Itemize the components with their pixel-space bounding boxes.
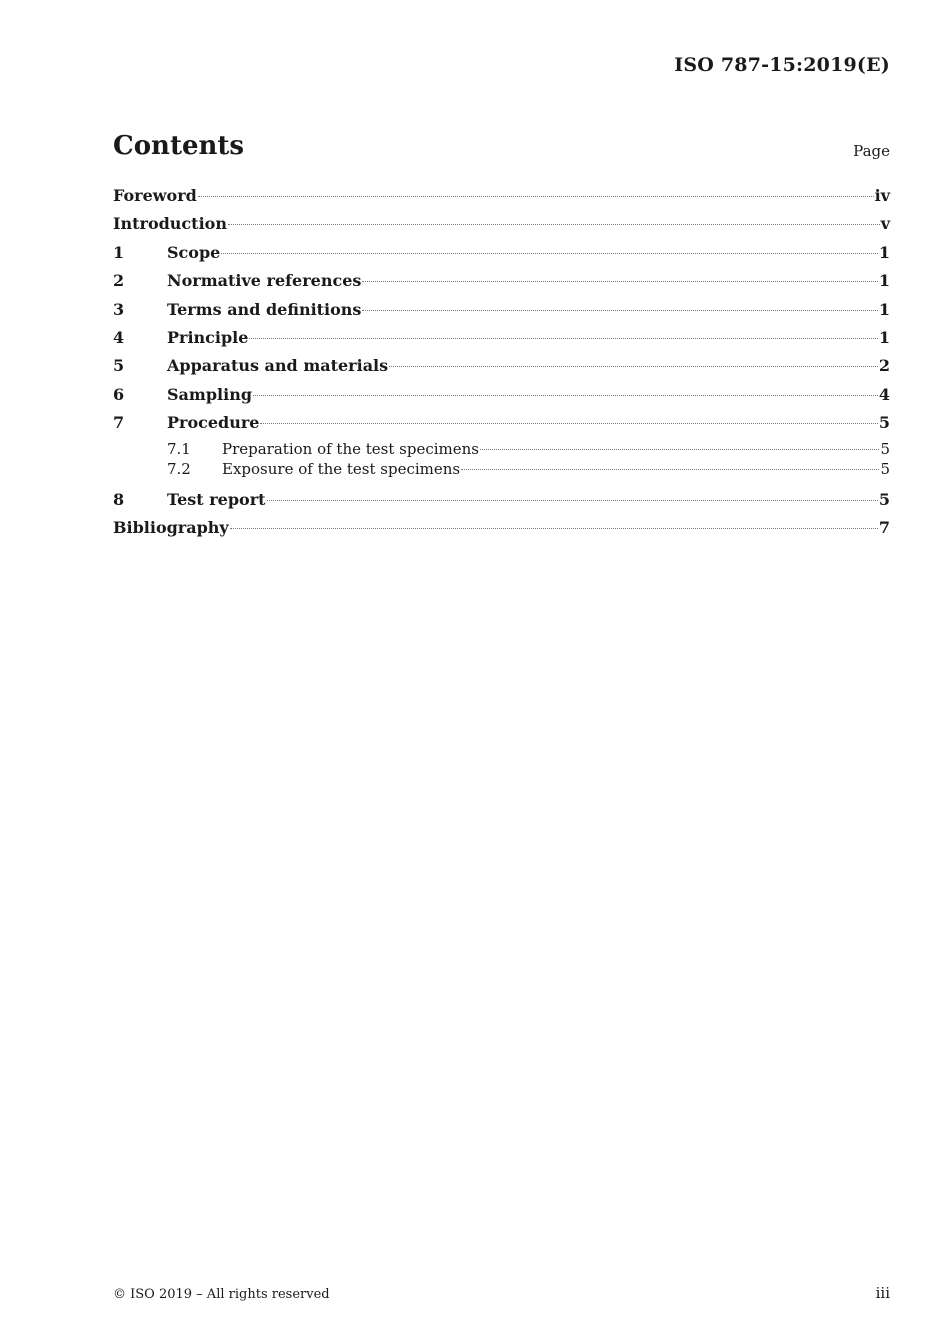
toc-entry[interactable] (113, 184, 890, 212)
toc-entry-title: Terms and definitions (167, 299, 362, 319)
toc-entry-page: iv (874, 186, 890, 205)
toc-dot-leader (260, 422, 877, 424)
toc-entry-page: 5 (878, 413, 890, 433)
toc-entry-page: v (880, 214, 890, 234)
toc-entry-page: 1 (878, 299, 890, 319)
toc-entry[interactable] (113, 460, 890, 480)
toc-entry-number: 8 (113, 489, 125, 509)
toc-entry-page: 5 (880, 459, 890, 478)
toc-dot-leader (267, 499, 878, 501)
toc-entry-title: Principle (167, 327, 249, 347)
toc-entry-number: 1 (113, 242, 125, 262)
toc-entry-title: Scope (167, 242, 221, 262)
toc-entry[interactable] (113, 383, 890, 411)
toc-entry[interactable] (113, 326, 890, 354)
toc-entry[interactable] (113, 488, 890, 516)
table-of-contents (113, 184, 890, 544)
toc-entry-title: Bibliography (113, 517, 229, 537)
toc-entry-title: Foreword (113, 186, 197, 205)
toc-entry-number: 7 (113, 413, 125, 433)
footer-copyright: © ISO 2019 – All rights reserved (113, 1287, 330, 1302)
toc-entry-number: 4 (113, 327, 125, 347)
toc-entry-title: Exposure of the test specimens (222, 459, 461, 478)
toc-entry[interactable] (113, 241, 890, 269)
toc-entry-title: Test report (167, 489, 266, 509)
toc-entry[interactable] (113, 516, 890, 544)
toc-dot-leader (389, 365, 878, 367)
toc-entry-page: 1 (878, 242, 890, 262)
toc-entry[interactable] (113, 440, 890, 460)
toc-entry-title: Introduction (113, 214, 227, 234)
toc-entry-title: Procedure (167, 413, 260, 433)
toc-dot-leader (230, 527, 878, 529)
toc-dot-leader (480, 448, 879, 450)
toc-entry-number: 7.1 (167, 439, 191, 458)
page-column-label: Page (853, 142, 890, 160)
toc-entry-number: 2 (113, 271, 125, 291)
toc-entry[interactable] (113, 298, 890, 326)
toc-dot-leader (221, 252, 878, 254)
toc-entry-page: 1 (878, 327, 890, 347)
toc-dot-leader (198, 195, 874, 197)
contents-heading: Contents (113, 131, 245, 161)
toc-entry-page: 1 (878, 271, 890, 291)
toc-entry-number: 3 (113, 299, 125, 319)
toc-entry-page: 5 (880, 439, 890, 458)
document-id: ISO 787-15:2019(E) (674, 54, 890, 76)
toc-dot-leader (461, 468, 879, 470)
toc-entry[interactable] (113, 411, 890, 439)
toc-dot-leader (228, 223, 880, 225)
toc-entry-title: Normative references (167, 271, 362, 291)
footer-page-number: iii (875, 1284, 890, 1302)
toc-entry-number: 7.2 (167, 459, 191, 478)
toc-dot-leader (249, 337, 877, 339)
toc-entry-number: 6 (113, 384, 125, 404)
toc-entry-title: Sampling (167, 384, 253, 404)
toc-entry-page: 2 (878, 356, 890, 376)
toc-entry-page: 4 (878, 384, 890, 404)
toc-dot-leader (362, 309, 877, 311)
toc-entry-title: Apparatus and materials (167, 356, 389, 376)
toc-entry-page: 5 (878, 489, 890, 509)
toc-dot-leader (253, 394, 878, 396)
toc-entry-page: 7 (878, 517, 890, 537)
toc-dot-leader (362, 280, 877, 282)
toc-entry-number: 5 (113, 356, 125, 376)
toc-entry[interactable] (113, 269, 890, 297)
toc-entry[interactable] (113, 354, 890, 382)
toc-entry[interactable] (113, 212, 890, 240)
toc-entry-title: Preparation of the test specimens (222, 439, 479, 458)
